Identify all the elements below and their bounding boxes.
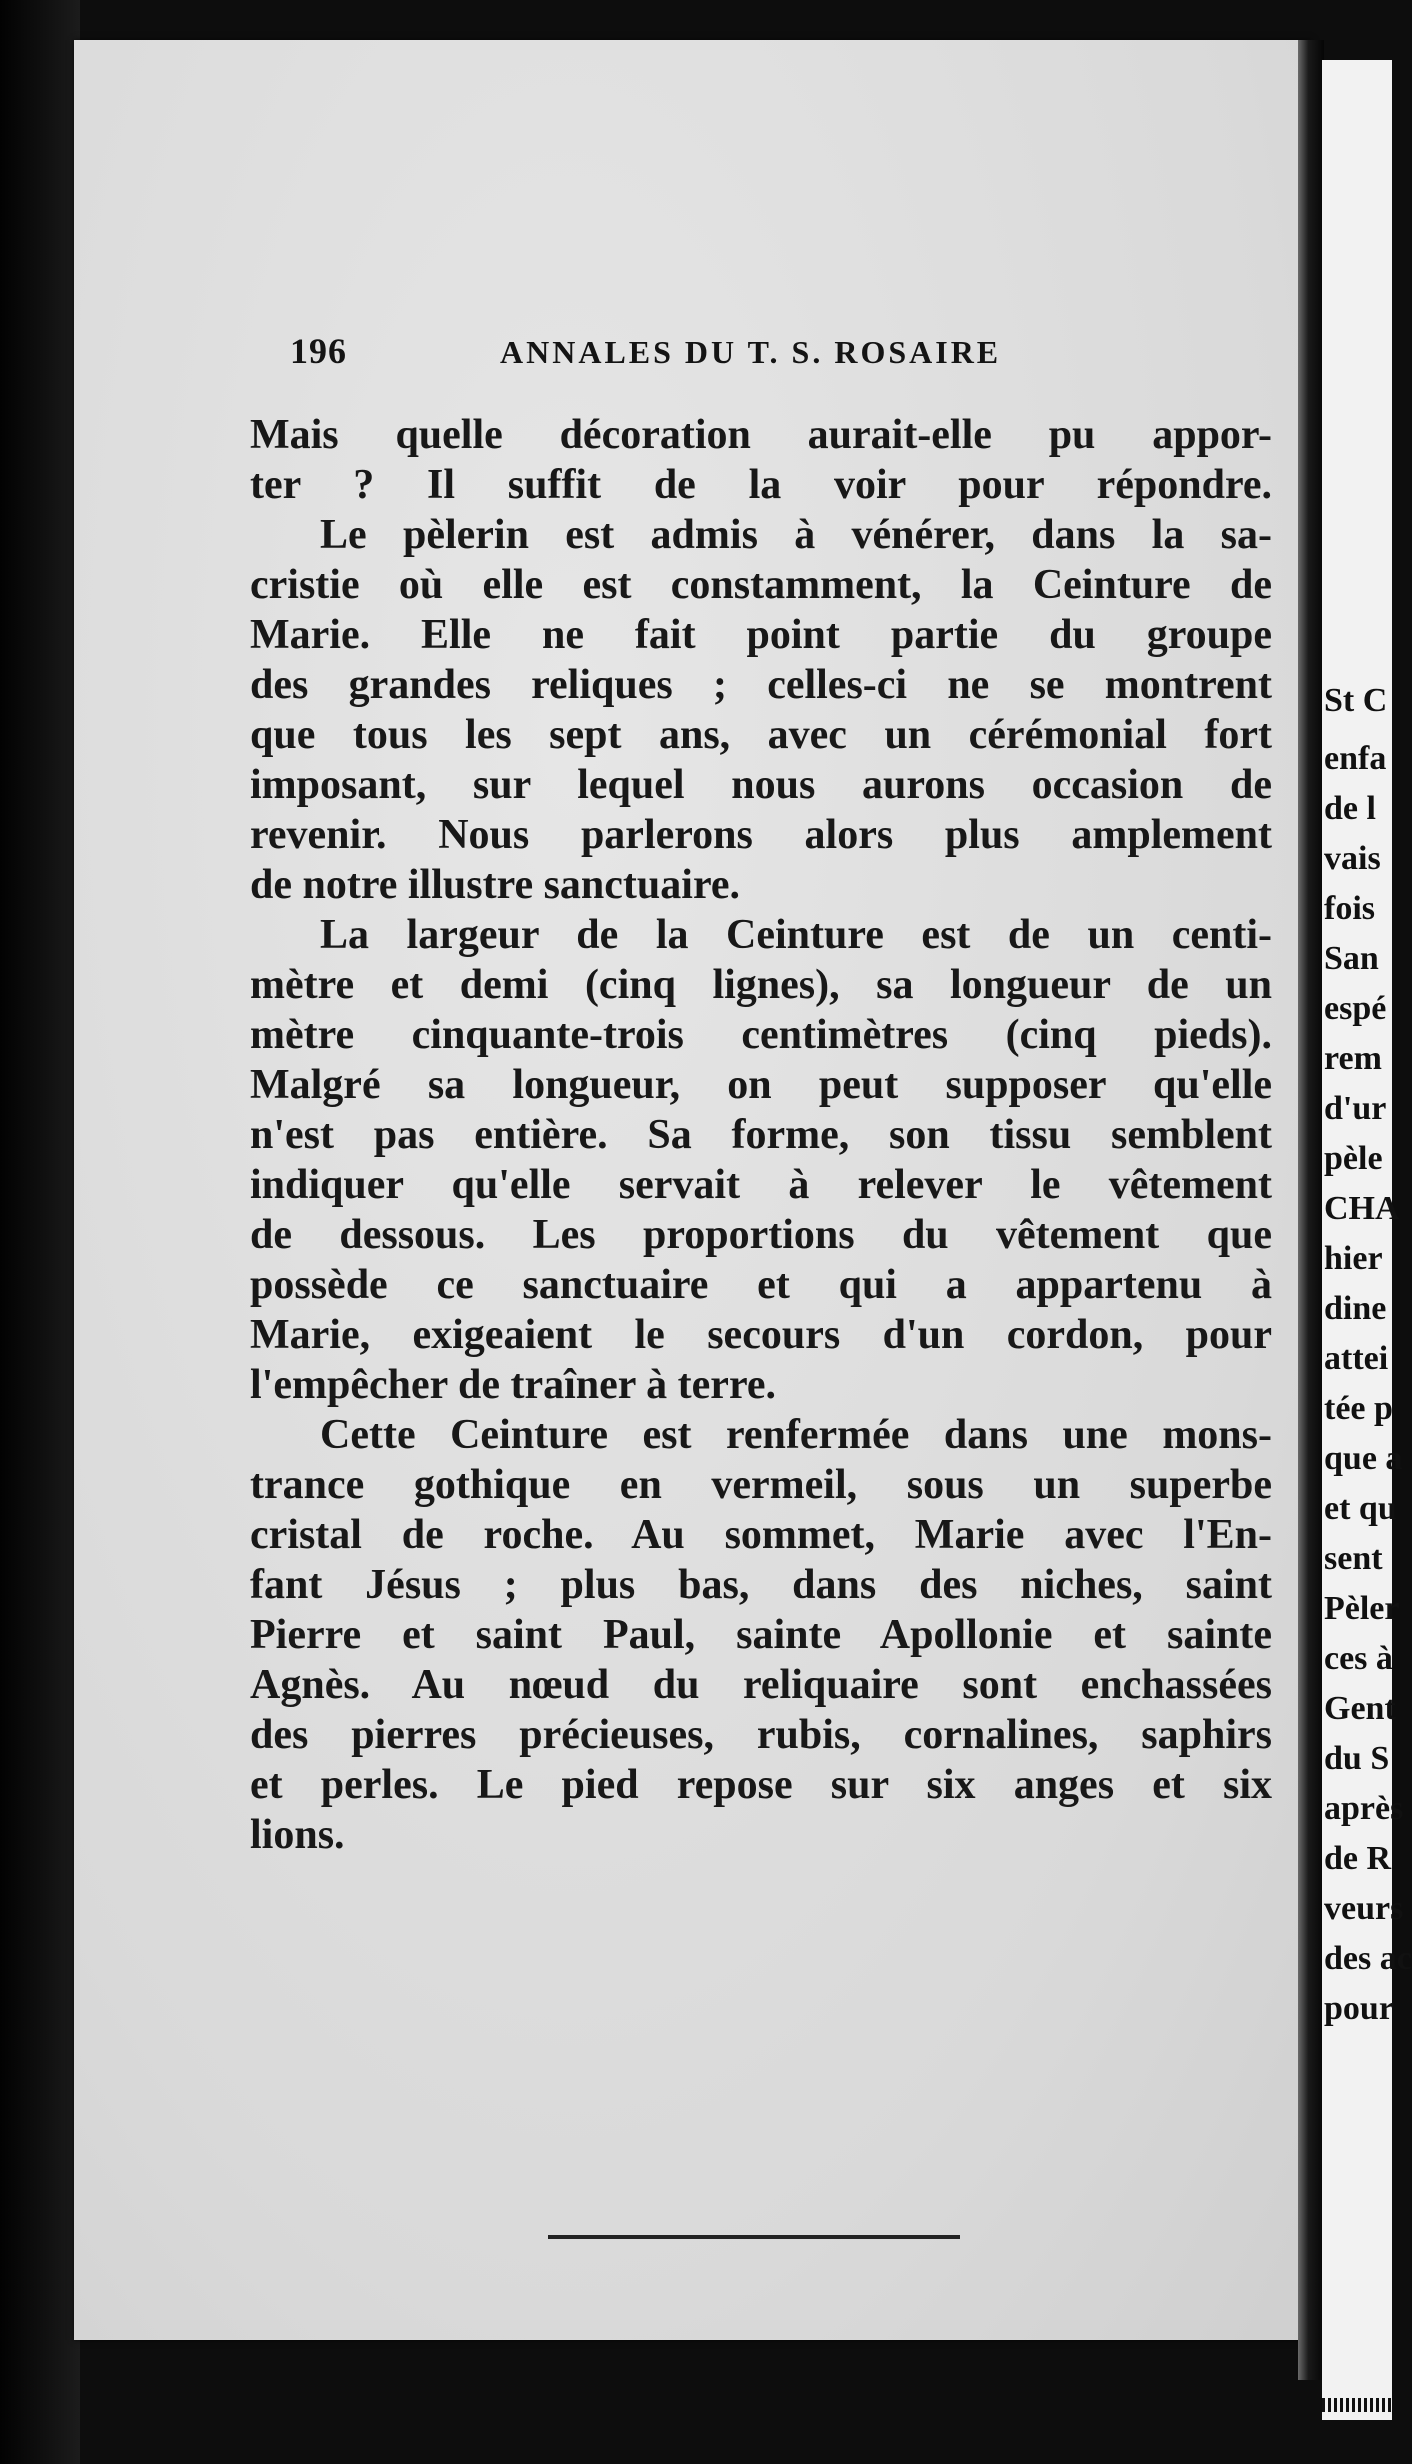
facing-page-fragment: pèle xyxy=(1324,1140,1383,1177)
text-line: possède ce sanctuaire et qui a appartenu à xyxy=(250,1262,1272,1308)
facing-page-fragment: hier xyxy=(1324,1240,1383,1277)
text-line: trance gothique en vermeil, sous un superbe xyxy=(250,1462,1272,1508)
text-line: de notre illustre sanctuaire. xyxy=(250,862,740,908)
text-line: des pierres précieuses, rubis, cornalines, saphirs xyxy=(250,1712,1272,1758)
text-line: ter ? Il suffit de la voir pour répondre. xyxy=(250,462,1272,508)
facing-page-fragment: attei xyxy=(1324,1340,1389,1377)
facing-page-fragment: et qu xyxy=(1324,1490,1397,1527)
facing-page-fragment: Gent xyxy=(1324,1690,1396,1727)
facing-page-fragment: espé xyxy=(1324,990,1387,1027)
facing-page-fragment: sent xyxy=(1324,1540,1383,1577)
text-line: fant Jésus ; plus bas, dans des niches, saint xyxy=(250,1562,1272,1608)
facing-page-text-fragments xyxy=(1314,676,1412,2034)
text-line: n'est pas entière. Sa forme, son tissu semblent xyxy=(250,1112,1272,1158)
facing-page-fragment: que a xyxy=(1324,1440,1403,1477)
text-line: Cette Ceinture est renfermée dans une mons- xyxy=(320,1412,1272,1458)
facing-page-fragment: Pèler xyxy=(1324,1590,1400,1627)
text-line: mètre cinquante-trois centimètres (cinq pieds). xyxy=(250,1012,1272,1058)
text-line: imposant, sur lequel nous aurons occasion de xyxy=(250,762,1272,808)
text-line: Pierre et saint Paul, sainte Apollonie et sainte xyxy=(250,1612,1272,1658)
facing-page-fragment: de l xyxy=(1324,790,1376,827)
facing-page-fragment: CHA xyxy=(1324,1190,1400,1227)
section-rule xyxy=(548,2235,960,2239)
facing-page-fragment: enfa xyxy=(1324,740,1387,777)
page-edge-texture xyxy=(1322,2398,1392,2412)
text-line: Malgré sa longueur, on peut supposer qu'elle xyxy=(250,1062,1272,1108)
text-line: l'empêcher de traîner à terre. xyxy=(250,1362,776,1408)
facing-page-fragment: d'ur xyxy=(1324,1090,1387,1127)
text-line: Mais quelle décoration aurait-elle pu appor- xyxy=(250,412,1272,458)
facing-page-fragment: vais xyxy=(1324,840,1381,877)
facing-page-fragment: St C xyxy=(1324,682,1388,719)
text-line: indiquer qu'elle servait à relever le vêtement xyxy=(250,1162,1272,1208)
text-line: Marie. Elle ne fait point partie du groupe xyxy=(250,612,1272,658)
text-line: mètre et demi (cinq lignes), sa longueur de un xyxy=(250,962,1272,1008)
facing-page-fragment: dine xyxy=(1324,1290,1387,1327)
text-line: de dessous. Les proportions du vêtement que xyxy=(250,1212,1272,1258)
text-line: et perles. Le pied repose sur six anges et six xyxy=(250,1762,1272,1808)
facing-page-fragment: pour xyxy=(1324,1990,1394,2027)
scan-frame-left xyxy=(0,0,80,2464)
facing-page-fragment: de R xyxy=(1324,1840,1392,1877)
facing-page-fragment: après xyxy=(1324,1790,1404,1827)
text-line: cristie où elle est constamment, la Ceinture de xyxy=(250,562,1272,608)
text-line: des grandes reliques ; celles-ci ne se montrent xyxy=(250,662,1272,708)
page-number: 196 xyxy=(290,331,347,371)
text-line: cristal de roche. Au sommet, Marie avec l'En- xyxy=(250,1512,1272,1558)
body-text xyxy=(250,410,1272,1860)
text-line: lions. xyxy=(250,1812,345,1858)
facing-page-fragment: tée p xyxy=(1324,1390,1393,1427)
facing-page-fragment: du S xyxy=(1324,1740,1390,1777)
facing-page-fragment: des ac xyxy=(1324,1940,1412,1977)
facing-page-fragment: San xyxy=(1324,940,1379,977)
facing-page-fragment: veurs xyxy=(1324,1890,1404,1927)
text-line: La largeur de la Ceinture est de un centi- xyxy=(320,912,1272,958)
facing-page-fragment: rem xyxy=(1324,1040,1382,1077)
facing-page-fragment: fois xyxy=(1324,890,1375,927)
text-line: Le pèlerin est admis à vénérer, dans la sa- xyxy=(320,512,1272,558)
facing-page-fragment: ces à xyxy=(1324,1640,1393,1677)
running-head: ANNALES DU T. S. ROSAIRE xyxy=(500,334,1002,370)
text-line: Marie, exigeaient le secours d'un cordon, pour xyxy=(250,1312,1272,1358)
text-line: que tous les sept ans, avec un cérémonial fort xyxy=(250,712,1272,758)
text-line: Agnès. Au nœud du reliquaire sont enchassées xyxy=(250,1662,1272,1708)
page-header xyxy=(290,330,1290,390)
text-line: revenir. Nous parlerons alors plus amplement xyxy=(250,812,1272,858)
